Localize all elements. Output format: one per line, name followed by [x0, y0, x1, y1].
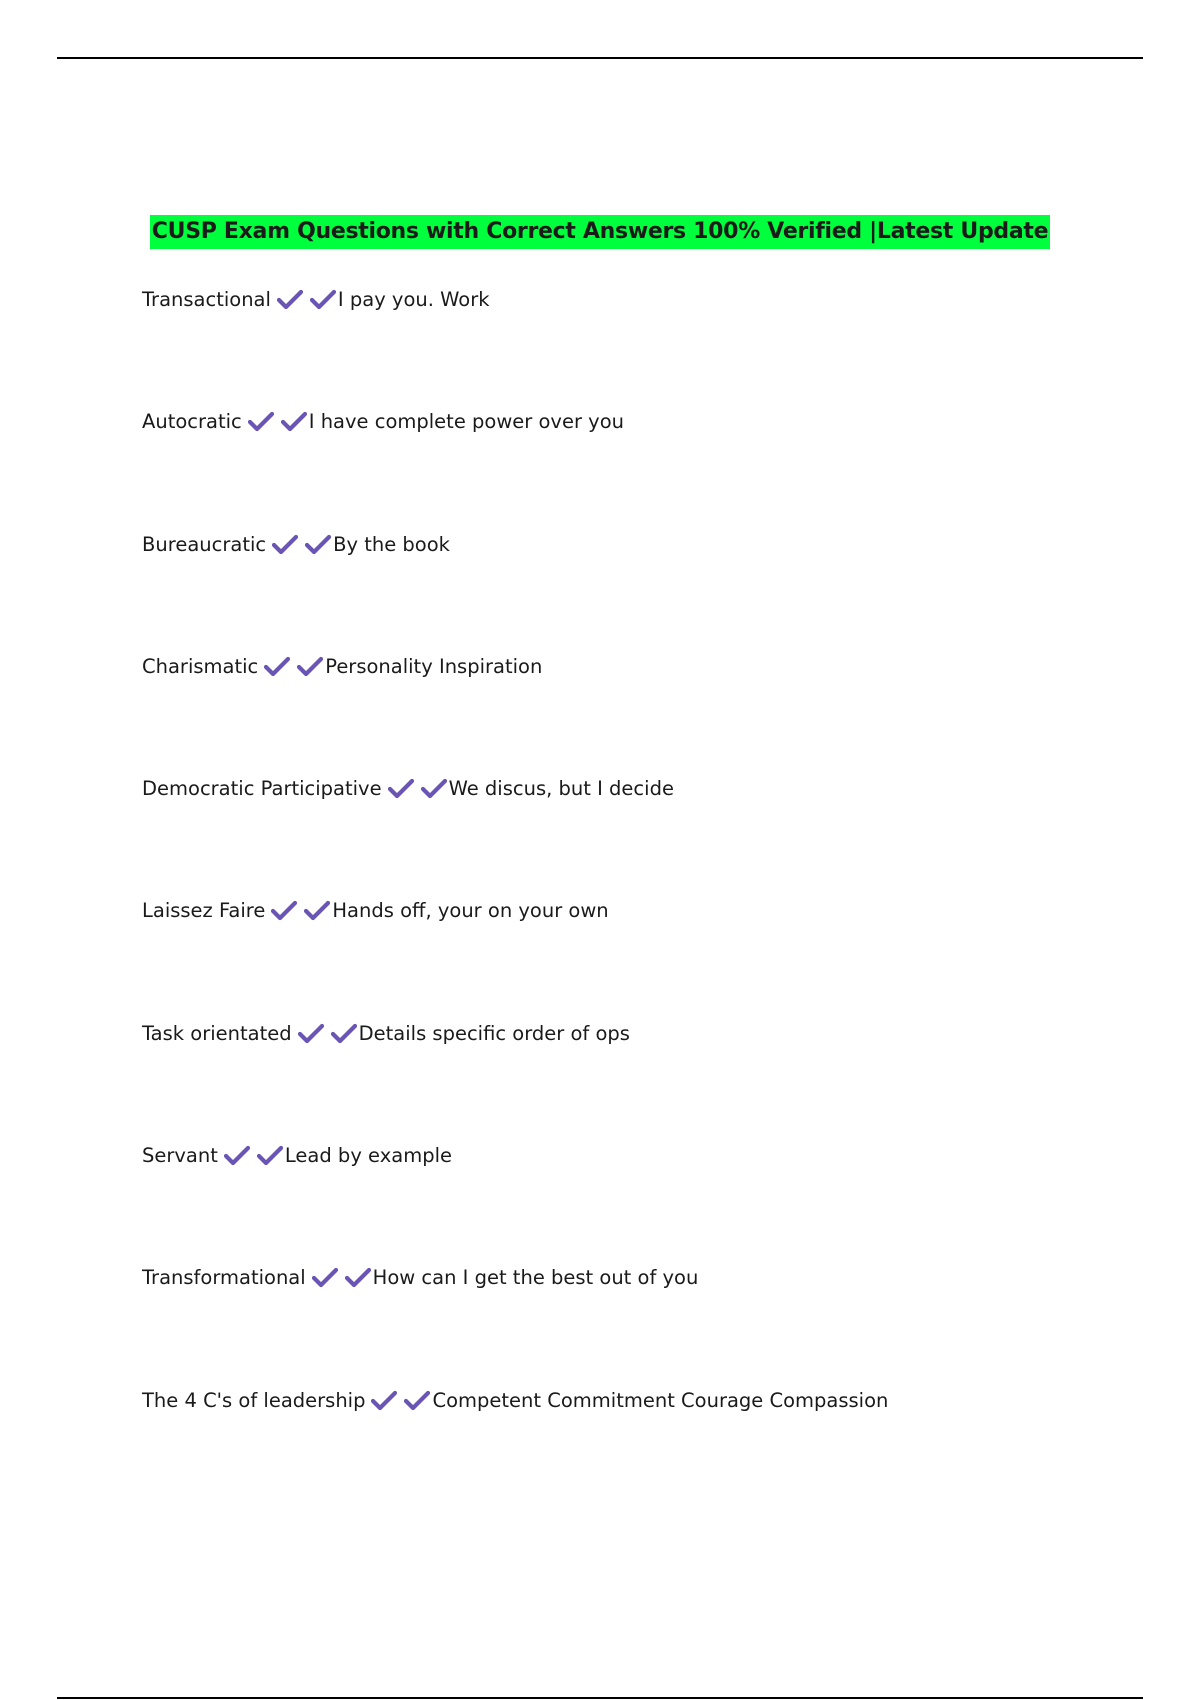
bottom-divider — [57, 1697, 1143, 1699]
qa-answer: Hands off, your on your own — [332, 899, 609, 923]
qa-item — [142, 893, 1142, 1015]
qa-answer: I pay you. Work — [337, 288, 490, 311]
qa-list — [142, 282, 1142, 1505]
qa-item — [142, 282, 1142, 404]
qa-answer: How can I get the best out of you — [372, 1266, 699, 1290]
checkmark-icon — [345, 1267, 371, 1289]
qa-term: Transformational — [142, 1266, 306, 1290]
checkmark-icon — [248, 411, 274, 433]
checkmark-icon — [304, 900, 330, 922]
checkmark-icon — [224, 1145, 250, 1167]
qa-answer: By the book — [333, 532, 450, 556]
qa-item — [142, 771, 1142, 893]
qa-term: Democratic Participative — [142, 777, 382, 801]
qa-term: Charismatic — [142, 654, 259, 678]
checkmark-icon — [312, 1267, 338, 1289]
qa-answer: Personality Inspiration — [325, 654, 543, 678]
qa-item — [142, 527, 1142, 649]
qa-term: Task orientated — [142, 1021, 292, 1045]
checkmark-icon — [421, 778, 447, 800]
qa-item — [142, 1138, 1142, 1260]
checkmark-icon — [257, 1145, 283, 1167]
qa-term: Autocratic — [142, 410, 242, 434]
qa-answer: Competent Commitment Courage Compassion — [432, 1388, 889, 1412]
top-divider — [57, 57, 1143, 59]
checkmark-icon — [281, 411, 307, 433]
title-container — [0, 215, 1200, 249]
qa-item — [142, 1016, 1142, 1138]
qa-term: Laissez Faire — [142, 899, 266, 923]
qa-term: Transactional — [142, 288, 271, 311]
checkmark-icon — [404, 1390, 430, 1412]
qa-term: Servant — [142, 1144, 218, 1168]
qa-answer: Details specific order of ops — [358, 1021, 630, 1045]
qa-item — [142, 1260, 1142, 1382]
qa-item — [142, 1383, 1142, 1505]
checkmark-icon — [272, 534, 298, 556]
qa-term: The 4 C's of leadership — [142, 1388, 366, 1412]
document-title: CUSP Exam Questions with Correct Answers 100% Verified |Latest Update — [150, 215, 1050, 249]
checkmark-icon — [298, 1023, 324, 1045]
qa-answer: Lead by example — [284, 1144, 452, 1168]
checkmark-icon — [331, 1023, 357, 1045]
qa-item — [142, 649, 1142, 771]
qa-answer: I have complete power over you — [308, 410, 625, 434]
checkmark-icon — [277, 289, 303, 311]
checkmark-icon — [388, 778, 414, 800]
qa-term: Bureaucratic — [142, 532, 267, 556]
qa-answer: We discus, but I decide — [448, 777, 674, 801]
checkmark-icon — [305, 534, 331, 556]
checkmark-icon — [310, 289, 336, 311]
checkmark-icon — [297, 656, 323, 678]
checkmark-icon — [271, 900, 297, 922]
checkmark-icon — [371, 1390, 397, 1412]
checkmark-icon — [264, 656, 290, 678]
qa-item — [142, 404, 1142, 526]
